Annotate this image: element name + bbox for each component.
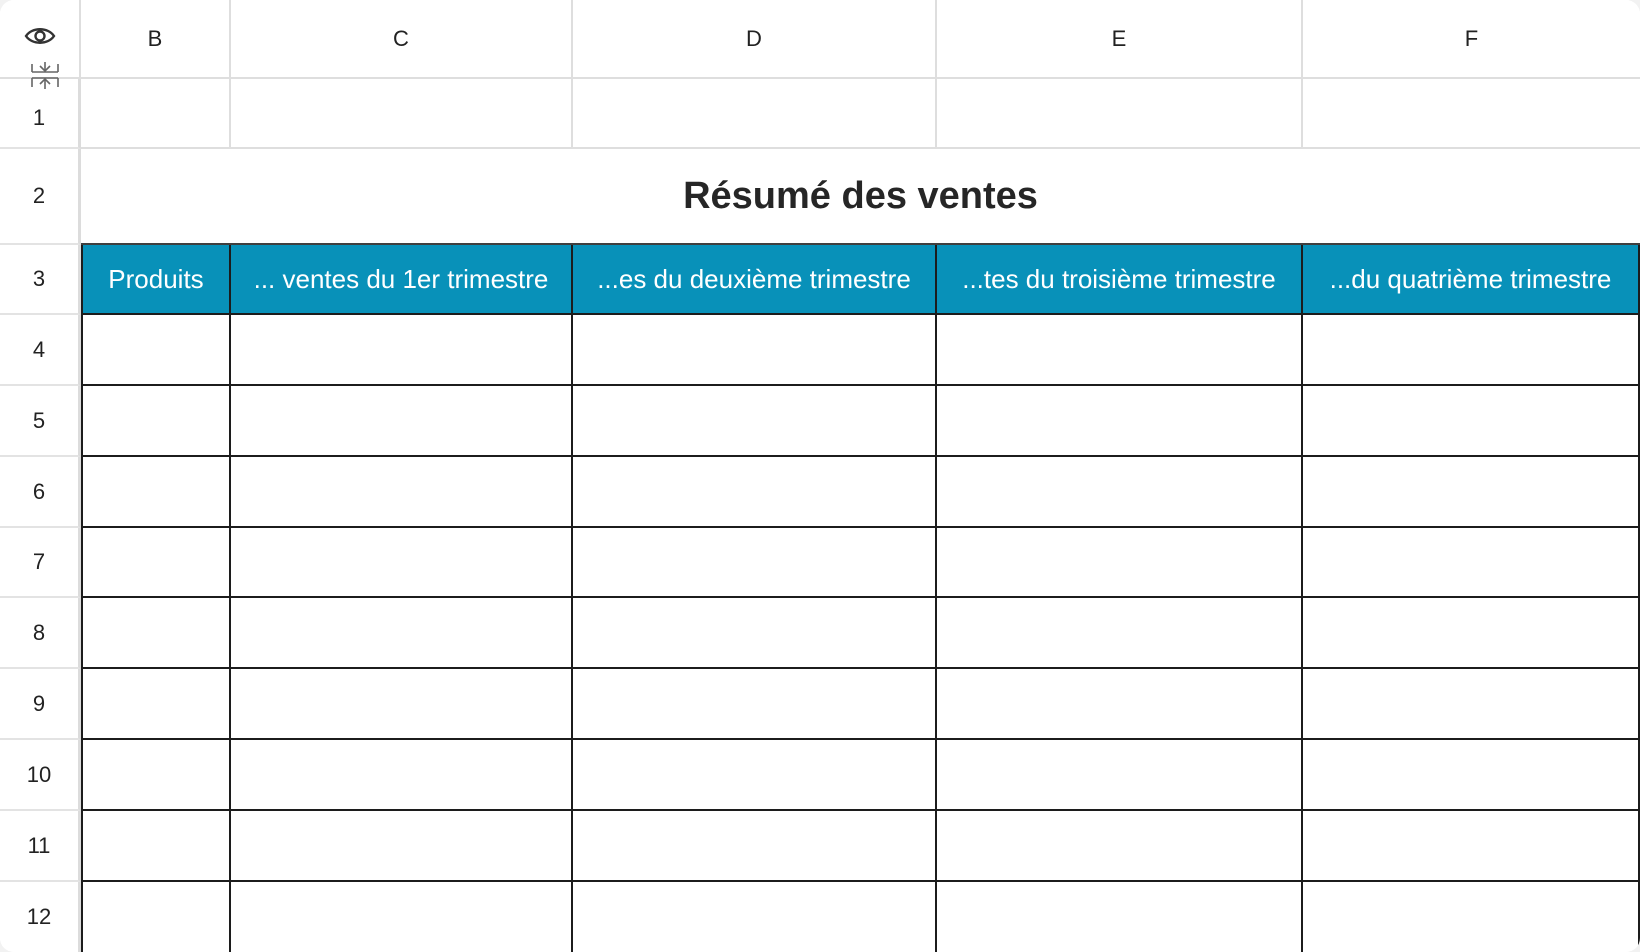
cell-e10[interactable] — [937, 740, 1303, 811]
cell-c11[interactable] — [231, 811, 573, 882]
cell-e5[interactable] — [937, 386, 1303, 457]
cell-e1[interactable] — [937, 79, 1303, 149]
row-header-5[interactable]: 5 — [0, 386, 81, 457]
cell-f4[interactable] — [1303, 315, 1640, 386]
row-header-10[interactable]: 10 — [0, 740, 81, 811]
row-header-12[interactable]: 12 — [0, 882, 81, 952]
cell-d8[interactable] — [573, 598, 937, 669]
cell-d10[interactable] — [573, 740, 937, 811]
row-header-3[interactable]: 3 — [0, 245, 81, 315]
row-label: 1 — [32, 105, 46, 130]
cell-b7[interactable] — [81, 528, 231, 598]
header-cell-q4[interactable]: ...du quatrième trimestre — [1303, 245, 1640, 315]
column-header-d[interactable]: D — [573, 0, 937, 79]
cell-d5[interactable] — [573, 386, 937, 457]
cell-d11[interactable] — [573, 811, 937, 882]
cell-b8[interactable] — [81, 598, 231, 669]
row-header-1[interactable] — [0, 79, 81, 149]
cell-d6[interactable] — [573, 457, 937, 528]
cell-c9[interactable] — [231, 669, 573, 740]
cell-b4[interactable] — [81, 315, 231, 386]
cell-e4[interactable] — [937, 315, 1303, 386]
cell-c7[interactable] — [231, 528, 573, 598]
cell-f12[interactable] — [1303, 882, 1640, 952]
cell-d4[interactable] — [573, 315, 937, 386]
cell-f10[interactable] — [1303, 740, 1640, 811]
cell-e6[interactable] — [937, 457, 1303, 528]
cell-b10[interactable] — [81, 740, 231, 811]
cell-f8[interactable] — [1303, 598, 1640, 669]
eye-icon[interactable] — [24, 31, 56, 47]
cell-e8[interactable] — [937, 598, 1303, 669]
cell-f6[interactable] — [1303, 457, 1640, 528]
cell-b11[interactable] — [81, 811, 231, 882]
column-header-e[interactable]: E — [937, 0, 1303, 79]
row-resize-icon[interactable] — [30, 61, 60, 97]
cell-d9[interactable] — [573, 669, 937, 740]
cell-e11[interactable] — [937, 811, 1303, 882]
cell-b9[interactable] — [81, 669, 231, 740]
cell-c4[interactable] — [231, 315, 573, 386]
header-cell-q3[interactable]: ...tes du troisième trimestre — [937, 245, 1303, 315]
cell-e12[interactable] — [937, 882, 1303, 952]
row-header-11[interactable]: 11 — [0, 811, 81, 882]
header-cell-products[interactable]: Produits — [81, 245, 231, 315]
cell-c10[interactable] — [231, 740, 573, 811]
cell-e7[interactable] — [937, 528, 1303, 598]
column-header-f[interactable]: F — [1303, 0, 1640, 79]
cell-c8[interactable] — [231, 598, 573, 669]
row-header-4[interactable]: 4 — [0, 315, 81, 386]
cell-b1[interactable] — [81, 79, 231, 149]
row-header-7[interactable]: 7 — [0, 528, 81, 598]
row-header-6[interactable]: 6 — [0, 457, 81, 528]
header-cell-q1[interactable]: ... ventes du 1er trimestre — [231, 245, 573, 315]
row-header-2[interactable]: 2 — [0, 149, 81, 245]
cell-d7[interactable] — [573, 528, 937, 598]
row-header-8[interactable]: 8 — [0, 598, 81, 669]
cell-f1[interactable] — [1303, 79, 1640, 149]
cell-c5[interactable] — [231, 386, 573, 457]
row-header-9[interactable]: 9 — [0, 669, 81, 740]
cell-f11[interactable] — [1303, 811, 1640, 882]
cell-b6[interactable] — [81, 457, 231, 528]
cell-f9[interactable] — [1303, 669, 1640, 740]
column-header-c[interactable]: C — [231, 0, 573, 79]
cell-c12[interactable] — [231, 882, 573, 952]
table-title[interactable]: Résumé des ventes — [81, 149, 1640, 245]
cell-d12[interactable] — [573, 882, 937, 952]
cell-b12[interactable] — [81, 882, 231, 952]
column-header-b[interactable]: B — [81, 0, 231, 79]
cell-d1[interactable] — [573, 79, 937, 149]
cell-c1[interactable] — [231, 79, 573, 149]
cell-c6[interactable] — [231, 457, 573, 528]
cell-f5[interactable] — [1303, 386, 1640, 457]
cell-e9[interactable] — [937, 669, 1303, 740]
cell-b5[interactable] — [81, 386, 231, 457]
cell-f7[interactable] — [1303, 528, 1640, 598]
header-cell-q2[interactable]: ...es du deuxième trimestre — [573, 245, 937, 315]
